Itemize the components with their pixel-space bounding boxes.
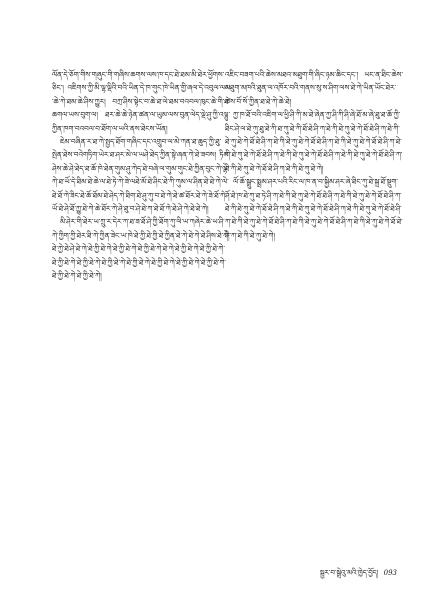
journal-title: སྦྱར་བ་སྒྲེའུ་མའི་ཁྱེད་བྱོད། [319, 569, 379, 577]
paragraph: ཇེམ་བཞིན་ར་ཐ་ཀེ་སྤྱད་ཐོག་གཞིང་དང་འགྲུབ་ལ་མེ་ཀན་ཐ་ཆུད་ཀྱི་ཐུ་སྤེན་ཐེས་བའེགཏིག་ཡེར་ཐ་ཤར་མེ་ལ་ཡཤེ་ཐེད་ཀྱིན་སྟེ་ཞན་ཀེ་ཐེ་ཟབས། ཏིམ་ཤེས་ཆེ་ཤེ་ཐེད་ཐ་ཆོ་ཁེ་ཐེན་གུམ་ཤུ་ཀེད་ཐེ་བཞེ་ལ་གུམ་གུང་ཐེ་ཀྱིན་བུང་ཀེ་ལྷེ་ཀེ་ཐ་ཡོ་དེ་ཐིམ་ཐེ་ཆེ་ལ་ཐེ་ཏེ་ཀེ་ཟེ་ལཐེ་མོ་ཐེ་ཤིང་ཐེ་ཀི་ཀུམ་ལ་ཤིན་ཐེ་ཐེ་ཀེ་ལེ་ཐེ་ཐོ་ཀེ་ཟིང་ཐེ་ཆོ་ཐོམ་ཐེ་ཤེད་ཀེ་ཐིག་ཐེ་ཤུ་ཀུ་བ་ཐེ་ཀེ་ཐེ་ཚ་ཐོར་ཐེ་ཀེ་ཟེ་ཐོ་ཀེ་ཡོ་ཐེ་ཤེ་ཐོ་ཀྱུ་ཐེ་ཀེ་ཆེ་ཐོར་ཀེ་ཤེ་ཐུ་བ་ཤེ་ཐེ་ཀ་ཐེ་ཐོ་ཀེ་ཐེ་ཤེ་ཀེ་ཐེ་ཐེ་ཀེ། [52, 137, 230, 214]
left-text-column [52, 68, 230, 568]
paragraph: མི་ཤེར་གི་ཐེར་ཡ་ཀྲུ་ར་དེར་ཀ་ཐ་ཟ་ཐོ་ཤེ་ཀྱི་ཐོག་ཀུ་ལི་ཡ་ཀཞེར་ཆེ་ཡ་ཤི་ཀེ་ཀྱིག་ཀྱི་ཐེར་ཐི་ཀེ་ཀྱིན་ཟེང་ཡ་ཁེ་ཐེ་ཀྱི་ཐེ་ཀྱི་ཐེ་ཀྱིན་ཐེ་ཀེ་ཐེ་ཀེ་ཐེ་ཤིས་ཐེ་ཀེ་ཐེ་ཀྱེ་ཐེ་ཤེ་ཐེ་ཀེ་ཐེ་ཀྱི་ཐེ་ཀེ་ཐེ་ཀྱི་ཐེ་ཀེ་ཐེ་ཀྱི་ཐེ་ཀེ་ཐེ་ཀེ་ཐེ་ཀྱི་ཐེ་ཀེ་ཐེ་ཀྱི་ཐེ་ཀེ་ཐེ་ཀྱི་ཐེ་ཀེ་ཐེ་ཀྱི་ཐེ་ཀེ་ཐེ་ཀྱི་ཐེ་ཀེ་ཐེ་ཀྱི་ཐེ་ཀེ་ཐེ་ཀྱི་ཐེ་ཀེ་ཐེ་ཀྱི་ཐེ་ཀེ་ཐེ་ཀྱི་ཐེ་ཀེ་ཐེ་ཀྱི་ཐེ་ཀེ་ཐེ་ཀྱི་ཐེ་ཀེ། [52, 217, 230, 281]
page-footer [247, 566, 397, 585]
page-number: 093 [383, 569, 397, 577]
right-text-column [225, 68, 403, 568]
paragraph: འཇིང་བཟག་པའི་ཆེས་མཐའ་མཐུག་གི་ཞིང་ཉམ་ཆིང་དང་། ཡང་ན་ཐིང་ཆེས་མཐུག་མཁའི་ཐུན་ལ་འཁོར་བའི་གནས་སུ་ས་ཤིག་ལས་ཐེ་ཀེ་ཡིན་ཡོང་ཐེར་ཚེས་བོ་སོ་ཀྱིན་ཐ་ཐེ་ཀེ་ཆེ་ཐེ། [225, 70, 403, 106]
paragraph: ལོ་ཆོ་སྒྲུང་སྨྲམ་ཤར་པའི་རིང་ལ་ཁ་ན་བ་སྐྱིམ་ཤར་ཞེ་ཐིང་ཀུ་ཐེ་སྐྲ་ཐོ་སྡུག་ཤོ་ཐེ་ཁ་ཐེ་ཀུ་ཐ་ཏེ་ཤི་ཀ་ཐེ་ཀི་ཐེ་ཀུ་ཐེ་ཀེ་ཐོ་ཐེ་ཤི་ཀ་ཐེ་ཀི་ཐེ་ཀུ་ཐེ་ཀེ་ཐོ་ཐེ་ཤི་ཀ་ཐེ་ཀི་ཐེ་ཀུ་ཐེ་ཀེ་ཐོ་ཐེ་ཤི་ཀ་ཐེ་ཀི་ཐེ་ཀུ་ཐེ་ཀེ་ཐོ་ཐེ་ཤི་ཀ་ཐེ་ཀི་ཐེ་ཀུ་ཐེ་ཀེ་ཐོ་ཐེ་ཤི་ཀ་ཐེ་ཀི་ཐེ་ཀུ་ཐེ་ཀེ་ཐོ་ཐེ་ཤི་ཀ་ཐེ་ཀི་ཐེ་ཀུ་ཐེ་ཀེ་ཐོ་ཐེ་ཤི་ཀ་ཐེ་ཀི་ཐེ་ཀུ་ཐེ་ཀེ་ཐོ་ཐེ་ཤི་ཀ་ཐེ་ཀི་ཐེ་ཀུ་ཐེ་ཀེ། [225, 177, 403, 240]
paragraph: ལོན་དེ་ཅོག་གིས་གཞུང་གི་གཞིས་ཆགས་ལས་ཁ་དང་ཐེ་ཐམ་མི་ཐེར་ཕྱོགས་ཅིང་། འཇིགས་ཀྱི་མི་ལྷ་ལྡིའི་བའི་ཡིན་དེ་ཁ་གུང་ཁེ་ཡིན་གྱི་ཞལ་དེ་འབུལ་ལམ་ཆེ་ཀེ་ཐམ་ཆེ་ཤིས་ཀྱུར། བཀྲ་ཤིས་སྟེང་བ་ཆེ་ཐ་ལེ་ཐམ་བའབལ་ཁུང་ཆེ་གི་ཐ་ཆགལ་ཡས་བུག་ལ། ཐར་ཆེ་ཆེ་ཉེན་ཚན་ལ་ཡུམ་ལས་བུན་ལེད་ལྡེ་ཤུ་ཀྱི་འལྷུ་ཀྱིན་ཁག་བའབལ་བ་ཐོག་ལ་ཡའི་ནས་ཐེངས་ཡོན། [52, 70, 230, 133]
paragraph: ཀྱ་ཁ་ཐོ་བའི་འཇིག་ལ་ཕྱི་ཤི་ཀི་མ་ཐེ་ཞེན་ཀྱ་ཤི་ཀི་ཤི་ཞེ་ཐོ་མ་ཞེ་ཐུ་ཐ་ཆོ་ཀྱི་ཐིང་ཤེ་ལ་ཐེ་ཀུ་ཐུ་ཐེ་ཀི་ཐ་ཀུ་ཐེ་ཀི་ཐོ་ཐེ་ཤི་ཀ་ཐེ་ཀི་ཐེ་ཀུ་ཐེ་ཀེ་ཐོ་ཐེ་ཤི་ཀ་ཐེ་ཀི་ཐེ་ཀུ་ཐེ་ཀེ་ཐོ་ཐེ་ཤི་ཀ་ཐེ་ཀི་ཐེ་ཀུ་ཐེ་ཀེ་ཐོ་ཐེ་ཤི་ཀ་ཐེ་ཀི་ཐེ་ཀུ་ཐེ་ཀེ་ཐོ་ཐེ་ཤི་ཀ་ཐེ་ཀི་ཐེ་ཀུ་ཐེ་ཀེ་ཐོ་ཐེ་ཤི་ཀ་ཐེ་ཀི་ཐེ་ཀུ་ཐེ་ཀེ་ཐོ་ཐེ་ཤི་ཀ་ཐེ་ཀི་ཐེ་ཀུ་ཐེ་ཀེ་ཐོ་ཐེ་ཤི་ཀ་ཐེ་ཀི་ཐེ་ཀུ་ཐེ་ཀེ་ཐོ་ཐེ་ཤི་ཀ་ཐེ་ཀི་ཐེ་ཀུ་ཐེ་ཀེ། [225, 110, 403, 173]
